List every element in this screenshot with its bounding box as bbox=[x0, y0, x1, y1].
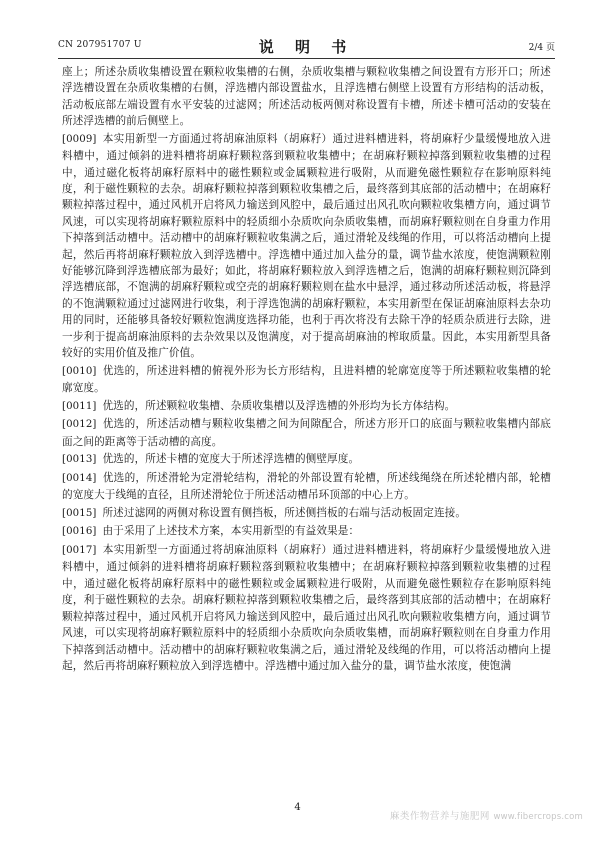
page-number: 4 bbox=[294, 802, 301, 813]
paragraph-0012 bbox=[62, 416, 551, 450]
paragraph-number: [0009] bbox=[62, 133, 97, 145]
paragraph-text: 优选的，所述滑轮为定滑轮结构，滑轮的外部设置有轮槽，所述线绳绕在所述轮槽内部，轮槽的宽度大于线绳的直径，且所述滑轮位于所述活动槽吊环顶部的中心上方。 bbox=[62, 471, 551, 502]
document-body bbox=[62, 64, 551, 676]
paragraph-text: 由于采用了上述技术方案，本实用新型的有益效果是： bbox=[102, 525, 360, 538]
paragraph-text: 所述过滤网的两侧对称设置有侧挡板，所述侧挡板的右端与活动板固定连接。 bbox=[102, 506, 467, 519]
watermark-url: www.fibercrops.com bbox=[493, 812, 583, 822]
paragraph-0009 bbox=[62, 131, 551, 362]
paragraph-number: [0017] bbox=[62, 545, 97, 557]
paragraph-0010 bbox=[62, 363, 551, 397]
paragraph-0011 bbox=[62, 398, 551, 415]
paragraph-0014 bbox=[62, 470, 551, 504]
paragraph-number: [0016] bbox=[62, 526, 97, 538]
paragraph-number: [0015] bbox=[62, 507, 97, 519]
paragraph-0015 bbox=[62, 505, 551, 522]
paragraph-text: 本实用新型一方面通过将胡麻油原料（胡麻籽）通过进料槽进料，将胡麻籽少量缓慢地放入进料槽中，通过倾斜的进料槽将胡麻籽颗粒落到颗粒收集槽中；在胡麻籽颗粒掉落到颗粒收集槽的过程中，通过磁化板将胡麻籽原料中的磁性颗粒或金属颗粒进行吸附，从而避免磁性颗粒存在影响原料纯度，利于磁性颗粒的去杂。胡麻籽颗粒掉落到颗粒收集槽之后，最终落到其底部的活动槽中；在胡麻籽颗粒掉落过程中，通过风机开启将风力输送到风腔中，最后通过出风孔吹向颗粒收集槽方向，通过调节风速，可以实现将胡麻籽颗粒原料中的轻质细小杂质吹向杂质收集槽，而胡麻籽颗粒则在自身重力作用下掉落到活动槽中。活动槽中的胡麻籽颗粒收集满之后，通过滑轮及线绳的作用，可以将活动槽向上提起，然后再将胡麻籽颗粒放入到浮选槽中。浮选槽中通过加入盐分的量，调节盐水浓度，使饱满 bbox=[62, 544, 551, 672]
paragraph-text: 优选的，所述活动槽与颗粒收集槽之间为间隙配合，所述方形开口的底面与颗粒收集槽内部底面之间的距离等于活动槽的高度。 bbox=[62, 418, 551, 448]
site-watermark bbox=[390, 808, 583, 822]
paragraph-text: 本实用新型一方面通过将胡麻油原料（胡麻籽）通过进料槽进料，将胡麻籽少量缓慢地放入进料槽中，通过倾斜的进料槽将胡麻籽颗粒落到颗粒收集槽中；在胡麻籽颗粒掉落到颗粒收集槽的过程中，通过磁化板将胡麻籽原料中的磁性颗粒或金属颗粒进行吸附，从而避免磁性颗粒存在影响原料纯度，利于磁性颗粒的去杂。胡麻籽颗粒掉落到颗粒收集槽之后，最终落到其底部的活动槽中；在胡麻籽颗粒掉落过程中，通过风机开启将风力输送到风腔中，最后通过出风孔吹向颗粒收集槽方向，通过调节风速，可以实现将胡麻籽颗粒原料中的轻质细小杂质吹向杂质收集槽，而胡麻籽颗粒则在自身重力作用下掉落到活动槽中。活动槽中的胡麻籽颗粒收集满之后，通过滑轮及线绳的作用，可以将活动槽向上提起，然后再将胡麻籽颗粒放入到浮选槽中。浮选槽中通过加入盐分的量，调节盐水浓度，使饱满颗粒刚好能够沉降到浮选槽底部为最好；如此，将胡麻籽颗粒放入到浮选槽之后，饱满的胡麻籽颗粒则沉降到浮选槽底部，不饱满的胡麻籽颗粒或空壳的胡麻籽颗粒则在盐水中悬浮，通过移动所述活动板，将悬浮的不饱满颗粒通过过滤网进行收集，利于浮选饱满的胡麻籽颗粒，本实用新型在保证胡麻油原料去杂功用的同时，还能够具备较好颗粒饱满度选择功能，也利于再次将没有去除干净的轻质杂质进行去除，进一步利于提高胡麻油原料的去杂效果以及饱满度，对于提高胡麻油的榨取质量。因此，本实用新型具备较好的实用价值及推广价值。 bbox=[62, 132, 551, 360]
paragraph-text: 优选的，所述卡槽的宽度大于所述浮选槽的侧壁厚度。 bbox=[102, 453, 360, 466]
paragraph-number: [0013] bbox=[62, 454, 97, 466]
paragraph-continuation bbox=[62, 64, 551, 130]
paragraph-text: 优选的，所述颗粒收集槽、杂质收集槽以及浮选槽的外形均为长方体结构。 bbox=[102, 399, 456, 412]
document-title: 说 明 书 bbox=[258, 38, 355, 56]
watermark-name: 麻类作物营养与施肥网 bbox=[389, 811, 490, 822]
page-header bbox=[58, 36, 555, 56]
paragraph-0016 bbox=[62, 523, 551, 540]
paragraph-0013 bbox=[62, 451, 551, 468]
paragraph-number: [0014] bbox=[62, 472, 97, 484]
paragraph-text: 座上；所述杂质收集槽设置在颗粒收集槽的右侧，杂质收集槽与颗粒收集槽之间设置有方形开口；所述浮选槽设置在杂质收集槽的右侧，浮选槽内部设置盐水，且浮选槽右侧壁上设置有方形结构的活动板，活动板底部左端设置有水平安装的过滤网；所述活动板两侧对称设置有卡槽，所述卡槽可活动的安装在所述浮选槽的前后侧壁上。 bbox=[62, 66, 551, 128]
paragraph-0017 bbox=[62, 542, 551, 674]
page-info: 2/4 页 bbox=[528, 43, 555, 53]
patent-number: CN 207951707 U bbox=[58, 40, 142, 50]
paragraph-number: [0012] bbox=[62, 419, 97, 431]
paragraph-text: 优选的，所述进料槽的俯视外形为长方形结构，且进料槽的轮廓宽度等于所述颗粒收集槽的轮廓宽度。 bbox=[62, 364, 551, 395]
header-divider bbox=[58, 58, 555, 59]
paragraph-number: [0011] bbox=[62, 400, 97, 412]
paragraph-number: [0010] bbox=[62, 365, 97, 377]
